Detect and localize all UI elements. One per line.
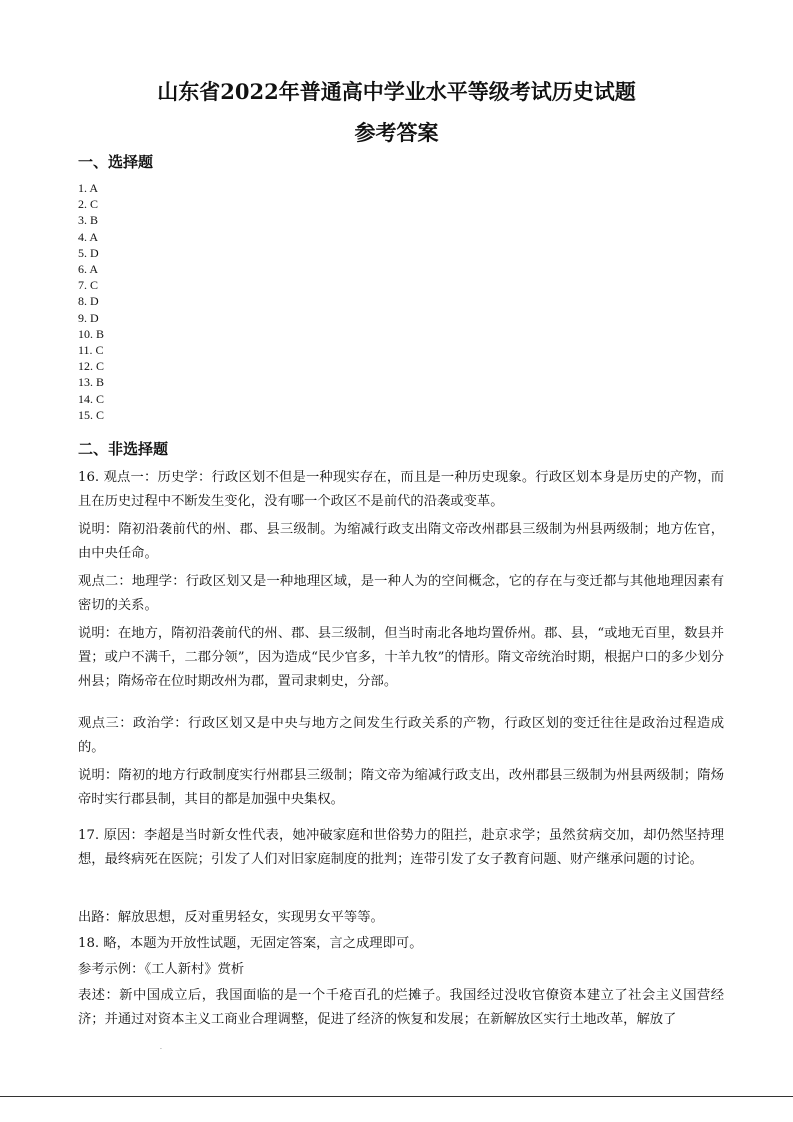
answer-item: 3. B — [78, 213, 99, 228]
choice-answer-list — [78, 180, 104, 423]
answer-16-viewpoint-2: 观点二：地理学：行政区划又是一种地理区域，是一种人为的空间概念，它的存在与变迁都与其他地理因素有密切的关系。 — [78, 574, 724, 613]
answer-18-example-title: 参考示例：《工人新村》赏析 — [78, 962, 245, 977]
answer-item: 13. B — [78, 375, 105, 390]
answer-item: 4. A — [78, 229, 99, 244]
answer-item: 7. C — [78, 278, 99, 293]
answer-item: 9. D — [78, 310, 99, 325]
section-heading-non-choice: 二、非选择题 — [78, 440, 169, 458]
answer-item: 12. C — [78, 359, 105, 374]
answer-item: 6. A — [78, 262, 99, 277]
answer-item: 1. A — [78, 181, 99, 195]
answer-item: 5. D — [78, 245, 99, 260]
answer-item: 8. D — [78, 294, 99, 309]
answer-16-explanation-2: 说明：在地方，隋初沿袭前代的州、郡、县三级制，但当时南北各地均置侨州。郡、县，“或地无百里，数县并置；或户不满千，二郡分领”，因为造成“民少官多，十羊九牧”的情形。隋文帝统治时期，根据户口的多少划分州县；隋炀帝在位时期改州为郡，置司隶刺史，分部。 — [78, 626, 724, 689]
answer-item: 11. C — [78, 343, 104, 358]
answer-item: 15. C — [78, 407, 105, 422]
answer-item: 10. B — [78, 326, 105, 341]
answer-17-solution: 出路：解放思想，反对重男轻女，实现男女平等等。 — [78, 910, 384, 925]
page-title: 山东省2022年普通高中学业水平等级考试历史试题 — [157, 79, 636, 104]
page-subtitle: 参考答案 — [354, 120, 439, 145]
answer-item: 2. C — [78, 197, 99, 212]
section-heading-choice: 一、选择题 — [78, 153, 154, 171]
answer-16-explanation-3: 说明：隋初的地方行政制度实行州郡县三级制；隋文帝为缩减行政支出，改州郡县三级制为州县两级制；隋炀帝时实行郡县制，其目的都是加强中央集权。 — [78, 768, 724, 807]
answer-16-explanation-1: 说明：隋初沿袭前代的州、郡、县三级制。为缩减行政支出隋文帝改州郡县三级制为州县两级制；地方佐官，由中央任命。 — [78, 522, 724, 561]
footer-dot: . — [160, 1044, 162, 1051]
answer-item: 14. C — [78, 391, 105, 406]
answer-17-reason: 17. 原因：李超是当时新女性代表，她冲破家庭和世俗势力的阻拦，赴京求学；虽然贫病交加，却仍然坚持理想，最终病死在医院；引发了人们对旧家庭制度的批判；连带引发了女子教育问题、财产继承问题的讨论。 — [78, 828, 724, 867]
answer-16-viewpoint-1: 16. 观点一：历史学：行政区划不但是一种现实存在，而且是一种历史现象。行政区划本身是历史的产物，而且在历史过程中不断发生变化，没有哪一个政区不是前代的沿袭或变革。 — [78, 470, 724, 509]
answer-18-statement: 表述：新中国成立后，我国面临的是一个千疮百孔的烂摊子。我国经过没收官僚资本建立了社会主义国营经济；并通过对资本主义工商业合理调整，促进了经济的恢复和发展；在新解放区实行土地改革，解放了 — [78, 988, 724, 1027]
answer-16-viewpoint-3: 观点三：政治学：行政区划又是中央与地方之间发生行政关系的产物，行政区划的变迁往往是政治过程造成的。 — [78, 716, 724, 755]
page-bottom-divider — [0, 1096, 793, 1097]
answer-18-note: 18. 略，本题为开放性试题，无固定答案，言之成理即可。 — [78, 936, 423, 951]
